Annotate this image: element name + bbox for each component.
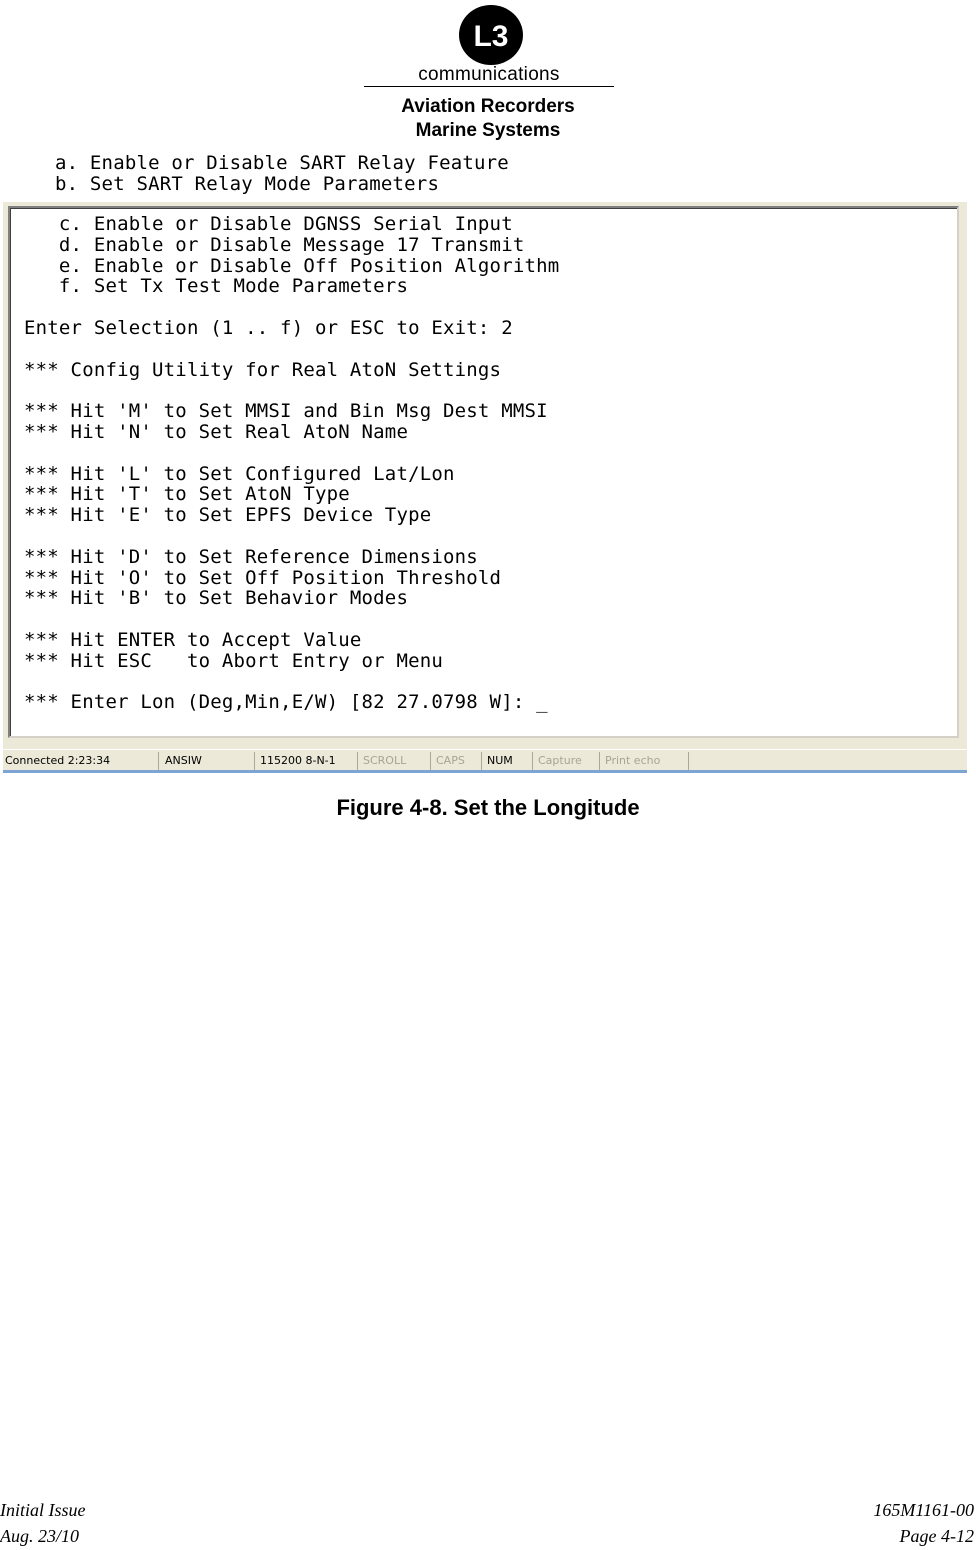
terminal-screen[interactable] — [8, 206, 959, 738]
taskbar-edge — [3, 770, 967, 773]
terminal-line: *** Config Utility for Real AtoN Settings — [24, 358, 502, 381]
logo-divider — [364, 86, 614, 87]
terminal-line: Enter Selection (1 .. f) or ESC to Exit: 2 — [24, 316, 513, 339]
header-aviation-recorders: Aviation Recorders — [401, 96, 575, 117]
status-connected: Connected 2:23:34 — [3, 752, 159, 770]
terminal-line: *** Hit 'N' to Set Real AtoN Name — [24, 420, 409, 443]
header-marine-systems: Marine Systems — [415, 120, 561, 141]
l3-logo-icon — [458, 4, 524, 66]
terminal-line: *** Hit 'E' to Set EPFS Device Type — [24, 504, 432, 527]
footer-page-number: Page 4-12 — [899, 1526, 974, 1546]
terminal-scrolled-region — [3, 152, 967, 202]
status-port-settings: 115200 8-N-1 — [258, 752, 358, 770]
status-scroll-indicator: SCROLL — [361, 752, 431, 770]
terminal-line — [24, 380, 559, 401]
footer-date: Aug. 23/10 — [0, 1526, 79, 1546]
status-num-indicator: NUM — [485, 752, 533, 770]
status-bar — [3, 749, 967, 772]
footer-issue: Initial Issue — [0, 1500, 86, 1520]
terminal-line: *** Hit 'T' to Set AtoN Type — [24, 483, 350, 506]
terminal-line: *** Hit 'L' to Set Configured Lat/Lon — [24, 462, 455, 485]
terminal-line: *** Hit ESC to Abort Entry or Menu — [24, 649, 444, 672]
logo-wordmark: communications — [418, 64, 560, 85]
terminal-line: *** Hit 'B' to Set Behavior Modes — [24, 587, 409, 610]
terminal-line: c. Enable or Disable DGNSS Serial Input — [24, 213, 513, 235]
status-capture-indicator: Capture — [536, 752, 600, 770]
status-emulation: ANSIW — [163, 752, 255, 770]
footer-document-number: 165M1161-00 — [873, 1500, 974, 1520]
terminal-line: *** Hit 'D' to Set Reference Dimensions — [24, 545, 478, 568]
terminal-line: f. Set Tx Test Mode Parameters — [24, 275, 409, 298]
figure-caption: Figure 4-8. Set the Longitude — [336, 795, 640, 820]
terminal-line — [24, 443, 559, 464]
terminal-window — [3, 152, 967, 773]
terminal-prompt-line: *** Enter Lon (Deg,Min,E/W) [82 27.0798 W]: _ — [24, 691, 548, 714]
terminal-line: d. Enable or Disable Message 17 Transmit — [24, 233, 525, 256]
logo-mark-text: L3 — [473, 20, 509, 53]
terminal-line: *** Hit 'M' to Set MMSI and Bin Msg Dest MMSI — [24, 400, 548, 423]
terminal-partial-line: b. Set SART Relay Mode Parameters — [55, 173, 440, 195]
terminal-line — [24, 339, 559, 360]
terminal-output — [24, 214, 559, 713]
terminal-line: *** Hit 'O' to Set Off Position Threshold — [24, 566, 502, 589]
terminal-line: e. Enable or Disable Off Position Algorithm — [24, 254, 560, 277]
terminal-line — [24, 297, 559, 318]
terminal-line — [24, 672, 559, 693]
document-header — [0, 0, 976, 150]
status-caps-indicator: CAPS — [434, 752, 482, 770]
terminal-partial-line: a. Enable or Disable SART Relay Feature — [55, 152, 509, 174]
terminal-line — [24, 526, 559, 547]
terminal-scrollbar[interactable] — [959, 206, 967, 738]
terminal-line — [24, 609, 559, 630]
status-print-echo-indicator: Print echo — [603, 752, 689, 770]
terminal-line: *** Hit ENTER to Accept Value — [24, 628, 362, 651]
